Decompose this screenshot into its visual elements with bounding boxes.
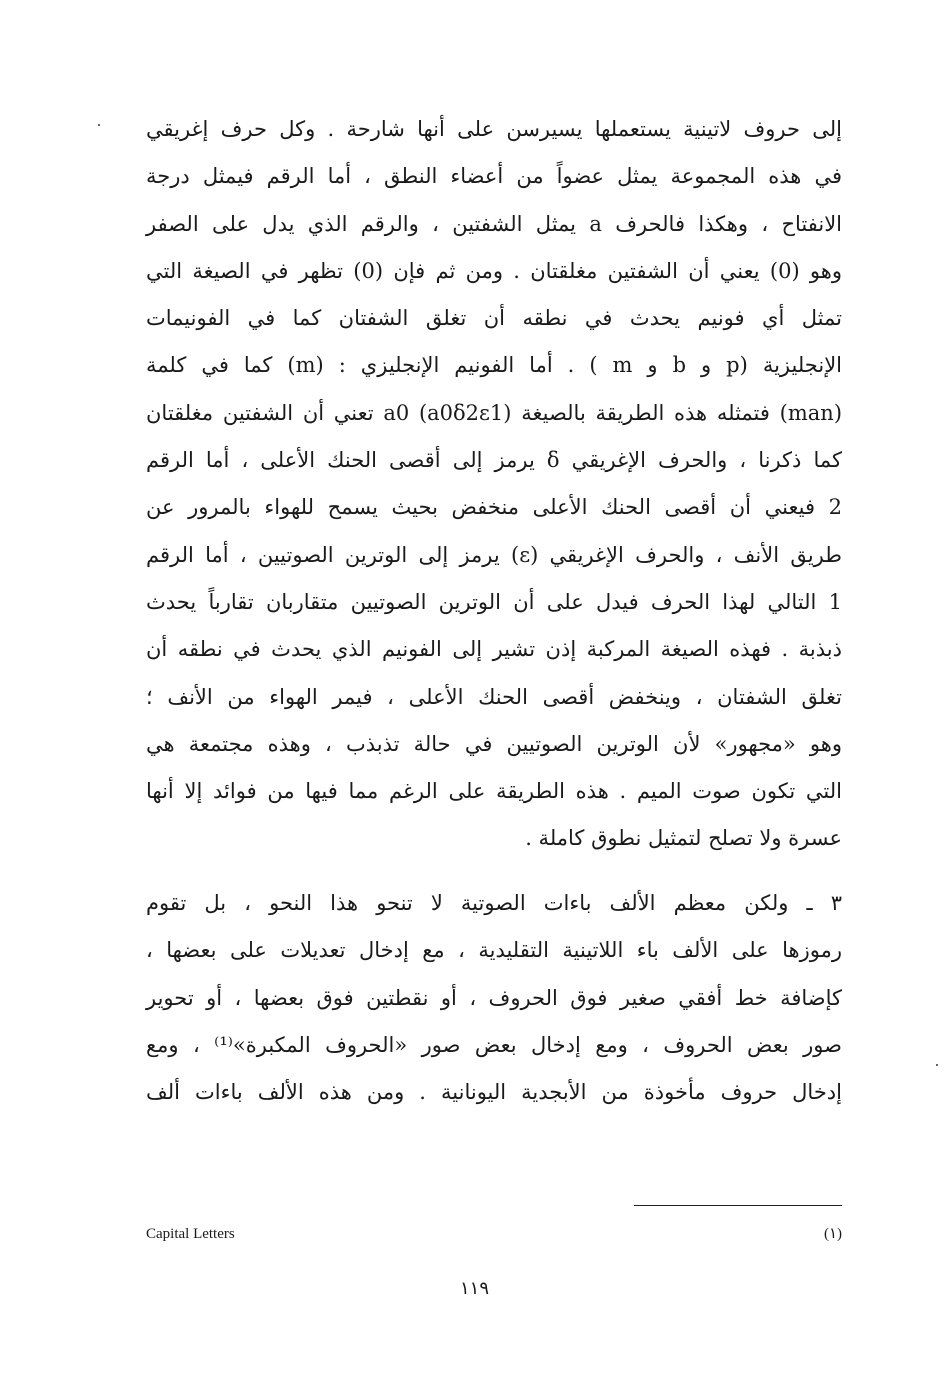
text-line: وهو (0) يعني أن الشفتين مغلقتان . ومن ثم فإن (0) تظهر في الصيغة التي bbox=[146, 258, 842, 283]
text-line: ٣ ـ ولكن معظم الألف باءات الصوتية لا تنحو هذا النحو ، بل تقوم bbox=[146, 891, 842, 915]
paragraph-1 bbox=[146, 106, 842, 863]
footnote-marker: (١) bbox=[823, 1226, 842, 1242]
text-line: طريق الأنف ، والحرف الإغريقي (ε) يرمز إلى الوترين الصوتيين ، أما الرقم bbox=[146, 542, 842, 567]
text-line: كإضافة خط أفقي صغير فوق الحروف ، أو نقطتين فوق بعضها ، أو تحوير bbox=[146, 985, 842, 1010]
footnote-divider bbox=[634, 1205, 842, 1206]
text-line: كما ذكرنا ، والحرف الإغريقي δ يرمز إلى أقصى الحنك الأعلى ، أما الرقم bbox=[146, 448, 842, 473]
text-line: ذبذبة . فهذه الصيغة المركبة إذن تشير إلى الفونيم الذي يحدث في نطقه أن bbox=[146, 637, 842, 662]
scan-speck bbox=[936, 1064, 938, 1066]
text-line: الإنجليزية (p و b و m ) . أما الفونيم الإنجليزي : (m) كما في كلمة bbox=[146, 353, 843, 378]
text-line: عسرة ولا تصلح لتمثيل نطوق كاملة . bbox=[525, 826, 842, 851]
text-line: رموزها على الألف باء اللاتينية التقليدية ، مع إدخال تعديلات على بعضها ، bbox=[146, 938, 842, 963]
scan-speck bbox=[98, 124, 100, 126]
text-line: (man) فتمثله هذه الطريقة بالصيغة (a0 (a0δ2ε1 تعني أن الشفتين مغلقتان bbox=[146, 400, 843, 425]
text-line: التي تكون صوت الميم . هذه الطريقة على الرغم مما فيها من فوائد إلا أنها bbox=[146, 779, 842, 804]
text-line: إدخال حروف مأخوذة من الأبجدية اليونانية . ومن هذه الألف باءات ألف bbox=[146, 1080, 842, 1105]
page-number: ١١٩ bbox=[459, 1278, 489, 1299]
text-line: 2 فيعني أن أقصى الحنك الأعلى منخفض بحيث يسمح للهواء بالمرور عن bbox=[146, 495, 842, 520]
text-line: الانفتاح ، وهكذا فالحرف a يمثل الشفتين ، والرقم الذي يدل على الصفر bbox=[146, 211, 843, 236]
text-line: تغلق الشفتان ، وينخفض أقصى الحنك الأعلى ، فيمر الهواء من الأنف ؛ bbox=[146, 684, 842, 709]
text-line: إلى حروف لاتينية يستعملها يسيرسن على أنها شارحة . وكل حرف إغريقي bbox=[146, 117, 842, 141]
text-line: 1 التالي لهذا الحرف فيدل على أن الوترين الصوتيين متقاربان تقارباً يحدث bbox=[146, 589, 842, 614]
text-line: صور بعض الحروف ، ومع إدخال بعض صور «الحروف المكبرة»⁽¹⁾ ، ومع bbox=[146, 1032, 842, 1057]
text-line: وهو «مجهور» لأن الوترين الصوتيين في حالة تذبذب ، وهذه مجتمعة هي bbox=[146, 731, 842, 756]
paragraph-2 bbox=[146, 880, 842, 1116]
text-line: في هذه المجموعة يمثل عضواً من أعضاء النطق ، أما الرقم فيمثل درجة bbox=[146, 164, 842, 189]
footnote-text: Capital Letters bbox=[146, 1226, 235, 1242]
text-line: تمثل أي فونيم يحدث في نطقه أن تغلق الشفتان كما في الفونيمات bbox=[146, 306, 842, 331]
